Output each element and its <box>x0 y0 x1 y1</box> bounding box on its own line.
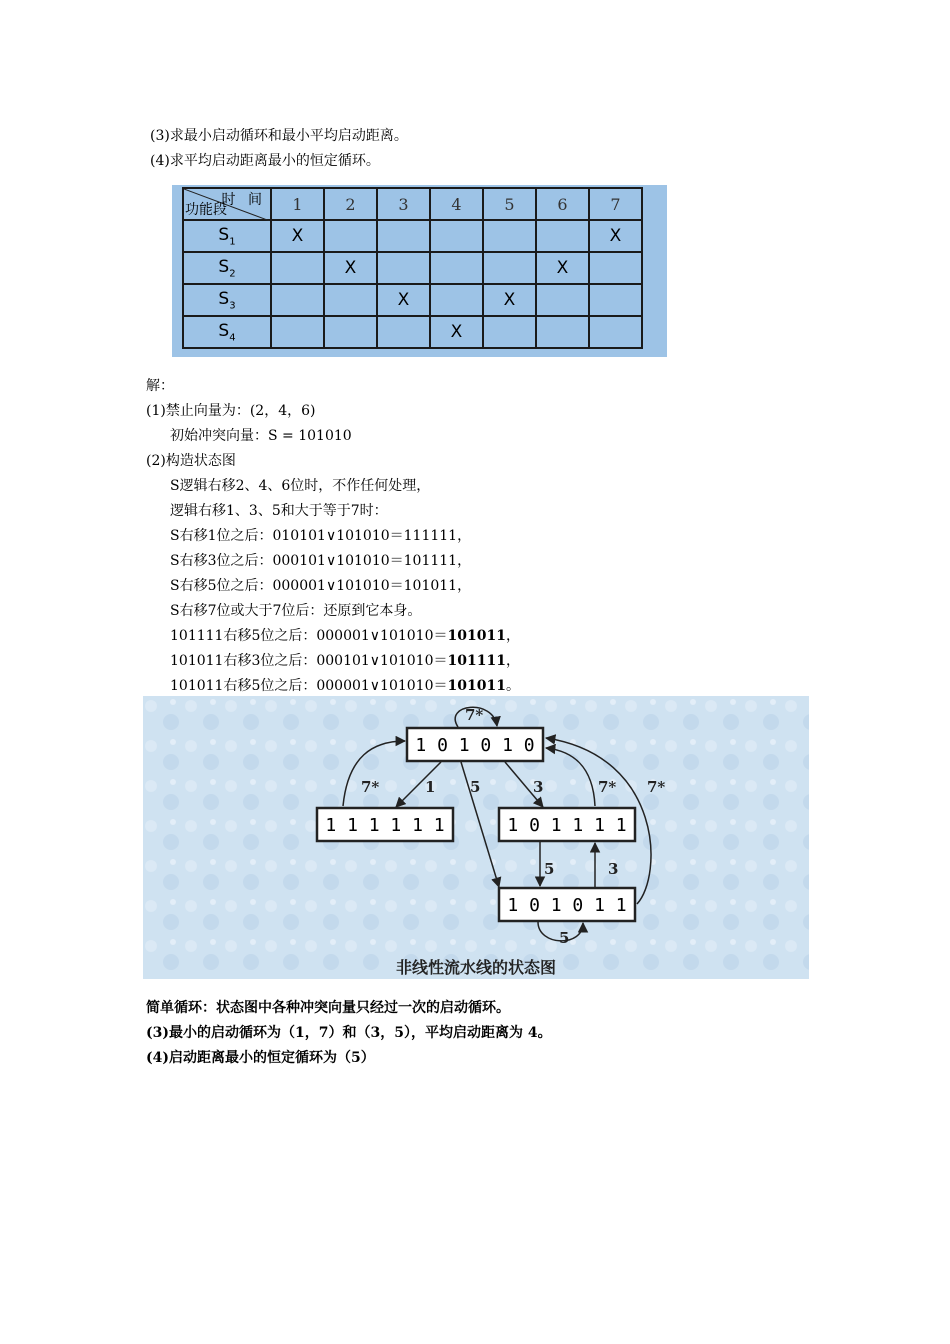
table-row <box>183 316 642 348</box>
simple-cycle-definition: 简单循环：状态图中各种冲突向量只经过一次的启动循环。 <box>146 1000 510 1016</box>
reservation-table <box>172 185 667 357</box>
solution-p1-detail: 初始冲突向量：S = 101010 <box>170 428 352 444</box>
label-left-to-top: 7* <box>361 778 380 796</box>
question-3: (3)求最小启动循环和最小平均启动距离。 <box>150 128 408 144</box>
table-cell <box>324 316 377 348</box>
header-stage: 功能段 <box>185 202 227 218</box>
label-top-to-left: 1 <box>425 778 436 796</box>
solution-step: 逻辑右移1、3、5和大于等于7时： <box>170 503 388 519</box>
question-4: (4)求平均启动距离最小的恒定循环。 <box>150 153 380 169</box>
stage-label: $S_4$ <box>183 316 271 348</box>
label-top-to-right: 3 <box>533 778 544 796</box>
column-header: 3 <box>377 188 430 220</box>
table-corner-header <box>183 188 271 220</box>
label-bottom-to-right: 3 <box>608 860 619 878</box>
label-top-self: 7* <box>465 706 484 724</box>
solution-step: S右移3位之后：000101∨101010＝101111， <box>170 553 472 569</box>
table-cell <box>536 316 589 348</box>
table-cell <box>589 316 642 348</box>
table-cell <box>430 252 483 284</box>
column-header: 7 <box>589 188 642 220</box>
solution-step: 101111右移5位之后：000001∨101010＝101011， <box>170 628 520 644</box>
table-cell <box>377 316 430 348</box>
table-cell: X <box>324 252 377 284</box>
state-top-value: 1 0 1 0 1 0 <box>415 735 535 756</box>
column-header: 4 <box>430 188 483 220</box>
label-bottom-to-top: 7* <box>647 778 666 796</box>
stage-label: $S_2$ <box>183 252 271 284</box>
column-header: 2 <box>324 188 377 220</box>
table-cell <box>324 220 377 252</box>
label-right-to-top: 7* <box>598 778 617 796</box>
table-cell <box>483 252 536 284</box>
solution-step: S右移1位之后：010101∨101010＝111111， <box>170 528 472 544</box>
solution-step: S逻辑右移2、4、6位时，不作任何处理， <box>170 478 431 494</box>
diagram-caption: 非线性流水线的状态图 <box>395 958 557 977</box>
table-cell <box>536 284 589 316</box>
table-cell: X <box>430 316 483 348</box>
table-cell <box>377 252 430 284</box>
label-bottom-self: 5 <box>559 929 570 947</box>
table-row <box>183 220 642 252</box>
state-left-value: 1 1 1 1 1 1 <box>325 815 445 836</box>
header-time: 时 间 <box>221 192 266 208</box>
table-cell: X <box>483 284 536 316</box>
table-cell <box>271 252 324 284</box>
state-bottom-value: 1 0 1 0 1 1 <box>507 895 627 916</box>
solution-p2: (2)构造状态图 <box>146 453 236 469</box>
table-cell: X <box>589 220 642 252</box>
table-cell <box>483 316 536 348</box>
solution-title: 解： <box>146 378 174 394</box>
table-cell <box>483 220 536 252</box>
state-right-value: 1 0 1 1 1 1 <box>507 815 627 836</box>
label-right-to-bottom: 5 <box>544 860 555 878</box>
label-top-to-bottom: 5 <box>470 778 481 796</box>
table-cell <box>589 284 642 316</box>
solution-step: 101011右移3位之后：000101∨101010＝101111， <box>170 653 520 669</box>
stage-label: $S_3$ <box>183 284 271 316</box>
table-cell <box>324 284 377 316</box>
table-cell <box>271 316 324 348</box>
table-cell: X <box>271 220 324 252</box>
table-cell <box>430 220 483 252</box>
column-header: 6 <box>536 188 589 220</box>
conclusion-4: (4)启动距离最小的恒定循环为（5） <box>146 1050 375 1066</box>
state-diagram <box>143 696 809 979</box>
solution-step: S右移5位之后：000001∨101010＝101011， <box>170 578 472 594</box>
column-header: 5 <box>483 188 536 220</box>
table-cell <box>536 220 589 252</box>
solution-step: 101011右移5位之后：000001∨101010＝101011。 <box>170 678 520 694</box>
conclusion-3: (3)最小的启动循环为（1，7）和（3，5），平均启动距离为 4。 <box>146 1025 552 1041</box>
column-header: 1 <box>271 188 324 220</box>
table-row <box>183 284 642 316</box>
table-cell <box>271 284 324 316</box>
stage-label: $S_1$ <box>183 220 271 252</box>
table-cell <box>430 284 483 316</box>
table-cell <box>589 252 642 284</box>
table-cell: X <box>377 284 430 316</box>
solution-step: S右移7位或大于7位后：还原到它本身。 <box>170 603 422 619</box>
table-cell <box>377 220 430 252</box>
table-cell: X <box>536 252 589 284</box>
table-row <box>183 252 642 284</box>
solution-p1: (1)禁止向量为：(2，4，6) <box>146 403 316 419</box>
